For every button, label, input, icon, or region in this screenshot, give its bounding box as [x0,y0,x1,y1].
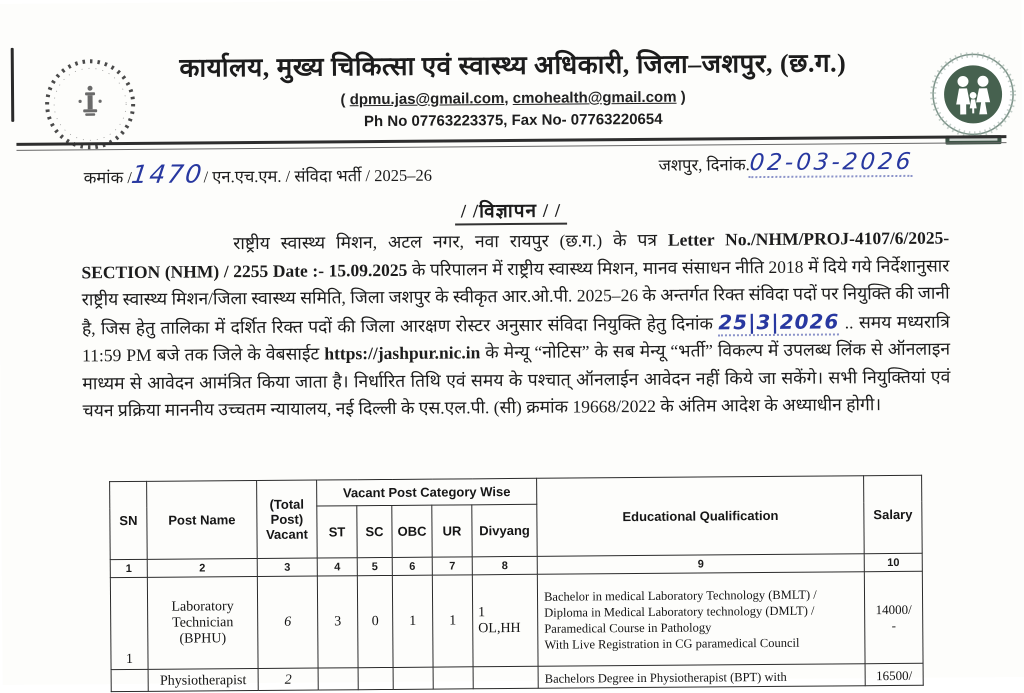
notice-body-paragraph [81,225,950,425]
email-bracket-close: ) [676,88,686,106]
para-segment-3: .. समय मध्यरात्रि 11:59 PM बजे तक जिले के वेबसाईट [82,311,950,366]
col-header-sc: SC [357,505,392,557]
cell-st: 3 [317,576,358,668]
reference-number-line [84,158,432,190]
cell-sc [358,667,393,689]
col-header-category-group: Vacant Post Category Wise [317,478,537,506]
place-date-label: जशपुर, दिनांक. [658,155,750,175]
cell-salary: 14000/ - [864,571,923,663]
email-bracket-open: ( [340,91,350,109]
col-num-9: 9 [537,554,864,575]
cell-divyang: 1 OL,HH [472,574,538,667]
col-num-5: 5 [357,557,392,575]
office-title: कार्यालय, मुख्य चिकित्सा एवं स्वास्थ्य अधिकारी, जिला–जशपुर, (छ.ग.) [179,48,847,83]
para-segment-1: राष्ट्रीय स्वास्थ्य मिशन, अटल नगर, नवा रायपुर (छ.ग.) के पत्र [233,229,668,254]
email-separator: , [504,89,513,108]
col-num-3: 3 [257,558,317,576]
issue-date-handwritten: 02-03-2026 [748,149,914,178]
col-header-ur: UR [432,505,472,557]
col-header-obc: OBC [392,505,432,557]
cell-qualification: Bachelor in medical Laboratory Technology (BMLT) / Diploma in Medical Laboratory technology (DMLT) / Paramedical Course in Pathology With Live Registration in CG paramedical Council [537,572,865,667]
col-header-divyang: Divyang [472,504,537,557]
cell-post-name: Physiotherapist [148,669,258,692]
scan-edge-artifact [11,48,15,122]
notice-heading-wrap [0,193,1023,227]
cell-total-handwritten: 2 [258,668,318,690]
cell-ur [433,667,473,689]
email-cmohealth: cmohealth@gmail.com [512,88,677,107]
ref-prefix: कमांक / [83,167,132,188]
col-header-total-vacant: (Total Post) Vacant [257,480,318,558]
cell-obc [393,667,433,689]
col-num-1: 1 [110,559,147,577]
ref-number-handwritten: 1470 [129,159,206,189]
cell-ur: 1 [432,575,473,667]
office-emails-line [98,87,928,111]
col-header-post-name: Post Name [147,481,258,560]
ref-suffix: / एन.एच.एम. / संविदा भर्ती / 2025–26 [203,165,433,187]
vacancy-table [109,475,924,692]
notice-heading: / /विज्ञापन / / [455,201,567,226]
cell-sn: 1 [110,577,148,669]
cell-post-name: Laboratory Technician (BPHU) [147,577,258,670]
col-header-salary: Salary [864,475,923,553]
table-row-laboratory-technician [110,571,923,669]
col-num-4: 4 [317,558,357,576]
cell-salary: 16500/ [865,663,923,685]
col-header-st: ST [317,506,357,558]
cell-st [318,668,358,690]
para-segment-2: के परिपालन में राष्ट्रीय स्वास्थ्य मिशन, मानव संसाधन नीति 2018 में दिये गये निर्देशानुसार राष्ट्रीय स्वास्थ्य मिशन/जिला स्वास्थ्य समिति, जिला जशपुर के स्वीकृत आर.ओ.पी. 2025–26 के अन्तर्गत रिक्त संविदा पदों पर नियुक्ति की जानी है, जिस हेतु तालिका में दर्शित रिक्त पदों की जिला आरक्षण रोस्टर अनुसार संविदा नियुक्ति हेतु दिनांक [81,255,950,338]
col-num-6: 6 [392,557,432,575]
cell-qualification: Bachelors Degree in Physiotherapist (BPT) with [538,664,865,689]
col-num-10: 10 [864,553,922,571]
email-dpmu: dpmu.jas@gmail.com [349,90,505,109]
cell-divyang [473,666,538,689]
para-segment-4: के मेन्यू “नोटिस” के सब मेन्यू “भर्ती” विकल्प में उपलब्ध लिंक से ऑनलाइन माध्यम से आवेदन आमंत्रित किया जाता है। निर्धारित तिथि एवं समय के पश्चात् ऑनलाईन आवेदन नहीं किये जा सकेंगे। सभी नियुक्तियां एवं चयन प्रक्रिया माननीय उच्चतम न्यायालय, नई दिल्ली के एस.एल.पी. (सी) क्रमांक 19668/2022 के अंतिम आदेश के अध्याधीन होगी। [82,338,951,421]
deadline-date-handwritten: 25|3|2026 [718,308,840,334]
cell-total-handwritten: 6 [257,576,318,668]
phone-fax-line: Ph No 07763223375, Fax No- 07763220654 [363,110,663,131]
cell-obc: 1 [392,575,433,667]
col-num-8: 8 [472,556,537,575]
col-header-sn: SN [110,481,148,559]
district-website-url: https://jashpur.nic.in [324,342,481,364]
place-date-line [659,149,914,179]
cell-sc: 0 [357,575,393,667]
col-header-qualification: Educational Qualification [537,476,865,557]
letter-number-reference: Letter No./NHM/PROJ-4107/6/2025-SECTION (NHM) / 2255 Date :- 15.09.2025 [81,227,950,282]
col-num-7: 7 [432,557,472,575]
col-num-2: 2 [147,559,257,578]
